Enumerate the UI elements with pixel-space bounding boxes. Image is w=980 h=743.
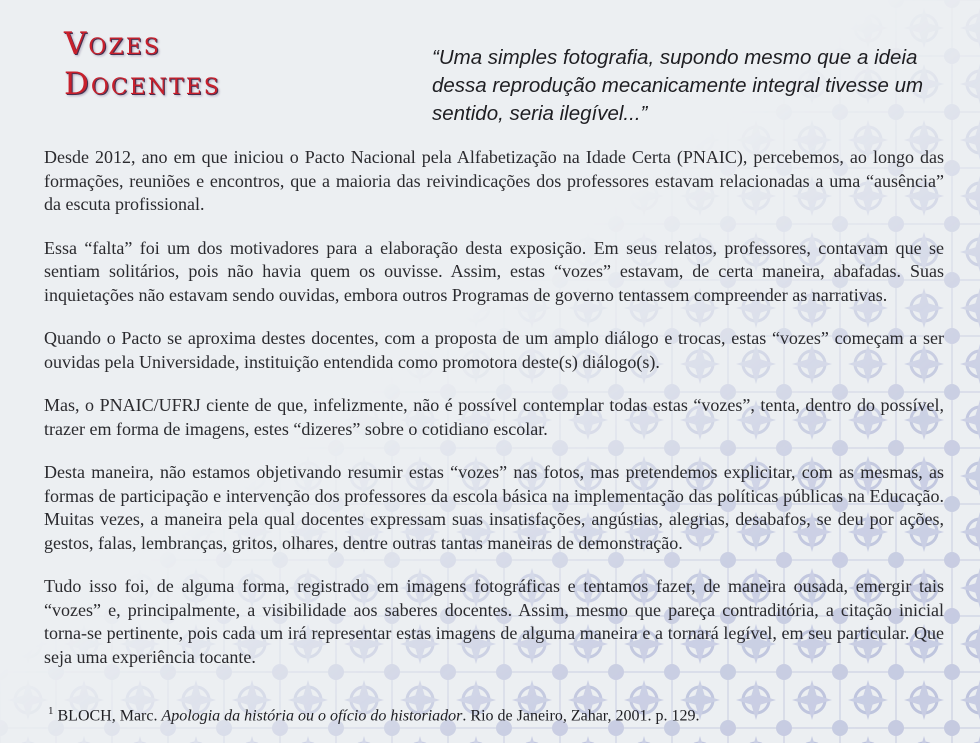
paragraph: Quando o Pacto se aproxima destes docentes, com a proposta de um amplo diálogo e trocas, estas “vozes” começam a ser ouvidas pela Universidade, instituição entendida como promotora deste(s) diálogo(s). (44, 328, 944, 372)
paragraph: Tudo isso foi, de alguma forma, registrado em imagens fotográficas e tentamos fazer, de maneira ousada, emergir tais “vozes” e, principalmente, a visibilidade aos saberes docentes. Assim, mesmo que pareça contraditória, a citação inicial torna-se pertinente, pois cada um irá representar estas imagens de alguma maneira e a tornará legível, em seu particular. Que seja uma experiência tocante. (44, 576, 944, 667)
body-text (44, 146, 944, 689)
paragraph: Essa “falta” foi um dos motivadores para a elaboração desta exposição. Em seus relatos, professores, contavam que se sentiam solitários, pois não havia quem os ouvisse. Assim, estas “vozes” estavam, de certa maneira, abafadas. Suas inquietações não estavam sendo ouvidas, embora outros Programas de governo tentassem compreender as narrativas. (44, 237, 944, 305)
paragraph: Desde 2012, ano em que iniciou o Pacto Nacional pela Alfabetização na Idade Certa (PNAIC), percebemos, ao longo das formações, reuniões e encontros, que a maioria das reivindicações dos professores estavam relacionadas a uma “ausência” da escuta profissional. (44, 147, 944, 214)
footnote-mark: 1 (48, 705, 54, 717)
title-line-2: Docentes (64, 66, 221, 102)
footnote-book-title: Apologia da história ou o ofício do historiador (161, 707, 463, 725)
footnote-publication: . Rio de Janeiro, Zahar, 2001. p. 129. (462, 707, 700, 725)
epigraph-quote: “Uma simples fotografia, supondo mesmo que a ideia dessa reprodução mecanicamente integral tivesse um sentido, seria ilegível...” (432, 46, 924, 125)
title-line-1: Vozes (64, 26, 161, 62)
paragraph: Desta maneira, não estamos objetivando resumir estas “vozes” nas fotos, mas pretendemos explicitar, com as mesmas, as formas de participação e intervenção dos professores da escola básica na implementação das políticas públicas na Educação. Muitas vezes, a maneira pela qual docentes expressam suas insatisfações, angústias, alegrias, desabafos, se deu por ações, gestos, falas, lembranças, gritos, olhares, dentre outras tantas maneiras de demonstração. (44, 462, 944, 553)
footnote-author: BLOCH, Marc. (57, 707, 158, 725)
paragraph: Mas, o PNAIC/UFRJ ciente de que, infelizmente, não é possível contemplar todas estas “vozes”, tenta, dentro do possível, trazer em forma de imagens, estes “dizeres” sobre o cotidiano escolar. (44, 395, 944, 439)
exhibition-title (64, 24, 221, 104)
footnote (48, 705, 699, 725)
